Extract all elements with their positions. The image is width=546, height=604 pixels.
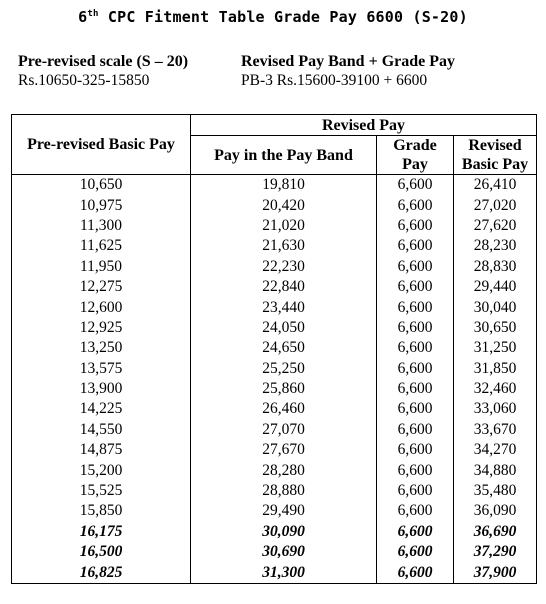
table-row xyxy=(12,399,537,419)
cell-pre-revised-basic: 11,625 xyxy=(12,236,191,256)
cell-pay-in-pay-band: 25,860 xyxy=(191,379,377,399)
table-row xyxy=(12,257,537,277)
cell-grade-pay: 6,600 xyxy=(377,297,454,317)
cell-revised-basic-pay: 30,040 xyxy=(454,297,537,317)
cell-pre-revised-basic: 13,250 xyxy=(12,338,191,358)
cell-pre-revised-basic: 16,500 xyxy=(12,542,191,562)
cell-revised-basic-pay: 26,410 xyxy=(454,175,537,196)
revised-pay-band-value: PB-3 Rs.15600-39100 + 6600 xyxy=(241,72,428,89)
cell-revised-basic-pay: 36,690 xyxy=(454,522,537,542)
table-row xyxy=(12,359,537,379)
cell-pay-in-pay-band: 31,300 xyxy=(191,562,377,583)
cell-grade-pay: 6,600 xyxy=(377,216,454,236)
cell-grade-pay: 6,600 xyxy=(377,562,454,583)
cell-pay-in-pay-band: 27,070 xyxy=(191,420,377,440)
cell-grade-pay: 6,600 xyxy=(377,440,454,460)
header-pre-revised-basic-pay: Pre-revised Basic Pay xyxy=(12,115,191,175)
table-row xyxy=(12,175,537,196)
cell-revised-basic-pay: 32,460 xyxy=(454,379,537,399)
header-grade-pay-line2: Pay xyxy=(402,156,428,173)
table-row xyxy=(12,318,537,338)
table-row xyxy=(12,420,537,440)
cell-revised-basic-pay: 28,230 xyxy=(454,236,537,256)
cell-grade-pay: 6,600 xyxy=(377,318,454,338)
cell-revised-basic-pay: 34,880 xyxy=(454,460,537,480)
title-rest: CPC Fitment Table Grade Pay 6600 (S-20) xyxy=(98,8,468,26)
table-row xyxy=(12,195,537,215)
header-grade-pay-line1: Grade xyxy=(393,137,437,154)
cell-grade-pay: 6,600 xyxy=(377,338,454,358)
cell-grade-pay: 6,600 xyxy=(377,481,454,501)
cell-revised-basic-pay: 31,850 xyxy=(454,359,537,379)
cell-pre-revised-basic: 15,525 xyxy=(12,481,191,501)
cell-pay-in-pay-band: 19,810 xyxy=(191,175,377,196)
cell-pre-revised-basic: 14,875 xyxy=(12,440,191,460)
cell-grade-pay: 6,600 xyxy=(377,175,454,196)
cell-grade-pay: 6,600 xyxy=(377,522,454,542)
fitment-table-body xyxy=(12,175,537,584)
cell-pay-in-pay-band: 28,280 xyxy=(191,460,377,480)
cell-pre-revised-basic: 11,950 xyxy=(12,257,191,277)
revised-pay-band xyxy=(241,52,455,90)
cell-pre-revised-basic: 15,850 xyxy=(12,501,191,521)
cell-pre-revised-basic: 11,300 xyxy=(12,216,191,236)
header-revised-basic-pay xyxy=(454,136,537,175)
header-grade-pay xyxy=(377,136,454,175)
cell-grade-pay: 6,600 xyxy=(377,399,454,419)
page-title xyxy=(0,8,546,26)
cell-pre-revised-basic: 13,900 xyxy=(12,379,191,399)
cell-pay-in-pay-band: 23,440 xyxy=(191,297,377,317)
cell-revised-basic-pay: 27,620 xyxy=(454,216,537,236)
title-prefix: 6 xyxy=(78,8,88,26)
cell-pay-in-pay-band: 21,630 xyxy=(191,236,377,256)
cell-pre-revised-basic: 16,825 xyxy=(12,562,191,583)
cell-pay-in-pay-band: 22,230 xyxy=(191,257,377,277)
table-row xyxy=(12,522,537,542)
cell-revised-basic-pay: 29,440 xyxy=(454,277,537,297)
cell-pay-in-pay-band: 25,250 xyxy=(191,359,377,379)
cell-revised-basic-pay: 36,090 xyxy=(454,501,537,521)
cell-pay-in-pay-band: 29,490 xyxy=(191,501,377,521)
pre-revised-scale-value: Rs.10650-325-15850 xyxy=(18,72,150,89)
cell-pay-in-pay-band: 27,670 xyxy=(191,440,377,460)
cell-pay-in-pay-band: 21,020 xyxy=(191,216,377,236)
cell-grade-pay: 6,600 xyxy=(377,501,454,521)
revised-pay-band-heading: Revised Pay Band + Grade Pay xyxy=(241,53,456,70)
cell-grade-pay: 6,600 xyxy=(377,236,454,256)
cell-pre-revised-basic: 14,225 xyxy=(12,399,191,419)
header-revised-basic-pay-line1: Revised xyxy=(468,137,522,154)
header-revised-basic-pay-line2: Basic Pay xyxy=(461,156,529,173)
table-row xyxy=(12,297,537,317)
cell-pre-revised-basic: 13,575 xyxy=(12,359,191,379)
cell-pre-revised-basic: 12,275 xyxy=(12,277,191,297)
cell-pre-revised-basic: 10,975 xyxy=(12,195,191,215)
table-row xyxy=(12,481,537,501)
cell-grade-pay: 6,600 xyxy=(377,542,454,562)
cell-revised-basic-pay: 34,270 xyxy=(454,440,537,460)
cell-revised-basic-pay: 31,250 xyxy=(454,338,537,358)
table-row xyxy=(12,338,537,358)
cell-pre-revised-basic: 12,600 xyxy=(12,297,191,317)
cell-grade-pay: 6,600 xyxy=(377,420,454,440)
cell-pre-revised-basic: 16,175 xyxy=(12,522,191,542)
cell-pay-in-pay-band: 22,840 xyxy=(191,277,377,297)
table-row xyxy=(12,460,537,480)
pre-revised-scale xyxy=(18,52,188,90)
cell-pay-in-pay-band: 20,420 xyxy=(191,195,377,215)
cell-pre-revised-basic: 14,550 xyxy=(12,420,191,440)
header-pay-in-pay-band: Pay in the Pay Band xyxy=(191,136,377,175)
header-revised-pay: Revised Pay xyxy=(191,115,537,136)
table-row xyxy=(12,440,537,460)
cell-revised-basic-pay: 35,480 xyxy=(454,481,537,501)
cell-revised-basic-pay: 33,060 xyxy=(454,399,537,419)
cell-pay-in-pay-band: 28,880 xyxy=(191,481,377,501)
title-superscript: th xyxy=(87,9,99,19)
cell-pay-in-pay-band: 26,460 xyxy=(191,399,377,419)
cell-revised-basic-pay: 33,670 xyxy=(454,420,537,440)
cell-pre-revised-basic: 10,650 xyxy=(12,175,191,196)
table-row xyxy=(12,501,537,521)
cell-grade-pay: 6,600 xyxy=(377,460,454,480)
cell-grade-pay: 6,600 xyxy=(377,257,454,277)
cell-grade-pay: 6,600 xyxy=(377,379,454,399)
cell-grade-pay: 6,600 xyxy=(377,277,454,297)
cell-grade-pay: 6,600 xyxy=(377,359,454,379)
fitment-table xyxy=(11,114,537,584)
fitment-table-header xyxy=(12,115,537,175)
pre-revised-scale-heading: Pre-revised scale (S – 20) xyxy=(18,53,189,70)
cell-revised-basic-pay: 28,830 xyxy=(454,257,537,277)
cell-pre-revised-basic: 15,200 xyxy=(12,460,191,480)
cell-pay-in-pay-band: 30,090 xyxy=(191,522,377,542)
cell-revised-basic-pay: 27,020 xyxy=(454,195,537,215)
table-row xyxy=(12,562,537,583)
cell-pay-in-pay-band: 24,650 xyxy=(191,338,377,358)
cell-pre-revised-basic: 12,925 xyxy=(12,318,191,338)
cell-pay-in-pay-band: 30,690 xyxy=(191,542,377,562)
table-row xyxy=(12,542,537,562)
cell-revised-basic-pay: 30,650 xyxy=(454,318,537,338)
table-row xyxy=(12,277,537,297)
table-row xyxy=(12,379,537,399)
cell-grade-pay: 6,600 xyxy=(377,195,454,215)
cell-revised-basic-pay: 37,290 xyxy=(454,542,537,562)
cell-revised-basic-pay: 37,900 xyxy=(454,562,537,583)
cell-pay-in-pay-band: 24,050 xyxy=(191,318,377,338)
table-row xyxy=(12,236,537,256)
table-row xyxy=(12,216,537,236)
